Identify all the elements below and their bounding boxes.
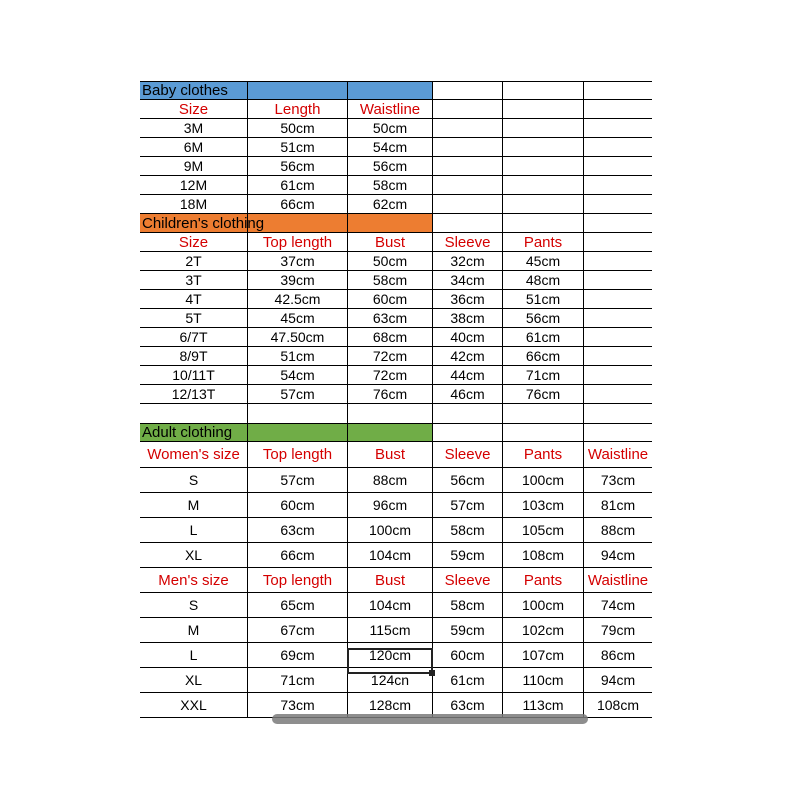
women-header-c6[interactable]: Waistline: [583, 442, 652, 467]
women-header-c1[interactable]: Women's size: [147, 446, 240, 463]
children-row-1-c3[interactable]: 50cm: [347, 252, 432, 270]
children-row-1-c5[interactable]: 45cm: [502, 252, 583, 270]
children-row-3-c3[interactable]: 60cm: [347, 290, 432, 308]
children-row-8-c4[interactable]: 46cm: [432, 385, 502, 403]
children-row-2-c5[interactable]: 48cm: [502, 271, 583, 289]
men-row-3-c3[interactable]: 120cm: [347, 643, 432, 667]
children-row: [140, 328, 652, 347]
baby-header-c6[interactable]: [583, 100, 652, 118]
baby-row-2-c6[interactable]: [583, 138, 652, 156]
men-row-4-c3[interactable]: 124cn: [347, 668, 432, 692]
empty-cell-c2[interactable]: [247, 404, 347, 423]
children-row-8-c1[interactable]: 12/13T: [171, 386, 216, 402]
men-row-4-c5[interactable]: 110cm: [502, 668, 583, 692]
men-header-row: [140, 568, 652, 593]
children-row: [140, 385, 652, 404]
baby-header-c2[interactable]: Length: [247, 100, 347, 118]
men-header-c1[interactable]: Men's size: [158, 571, 229, 589]
women-row-1-c3[interactable]: 88cm: [347, 468, 432, 492]
men-row-3-c1[interactable]: L: [189, 647, 198, 663]
men-header-c4[interactable]: Sleeve: [432, 568, 502, 592]
children-row-6-c1[interactable]: 8/9T: [179, 348, 208, 364]
baby-row: [140, 157, 652, 176]
baby-title-cell-c5[interactable]: [502, 82, 583, 99]
men-row-5-c6[interactable]: 108cm: [583, 693, 652, 717]
children-row-3-c4[interactable]: 36cm: [432, 290, 502, 308]
children-header-c5[interactable]: Pants: [502, 233, 583, 251]
adult-title-cell-c4[interactable]: [432, 424, 502, 441]
men-row-3-c2[interactable]: 69cm: [247, 643, 347, 667]
baby-row-1-c4[interactable]: [432, 119, 502, 137]
children-row: [140, 290, 652, 309]
section-title-adult: [140, 424, 652, 442]
children-row-1-c2[interactable]: 37cm: [247, 252, 347, 270]
baby-row-3-c3[interactable]: 56cm: [347, 157, 432, 175]
children-header-row: [140, 233, 652, 252]
children-title-cell-c4[interactable]: [432, 214, 502, 232]
baby-header-c4[interactable]: [432, 100, 502, 118]
baby-row-2-c3[interactable]: 54cm: [347, 138, 432, 156]
men-row-2-c1[interactable]: M: [187, 622, 200, 638]
children-row-3-c6[interactable]: [583, 290, 652, 308]
men-header-c5[interactable]: Pants: [502, 568, 583, 592]
women-row: [140, 493, 652, 518]
adult-title-cell-c3[interactable]: [347, 424, 432, 441]
children-row-6-c3[interactable]: 72cm: [347, 347, 432, 365]
men-row-4-c2[interactable]: 71cm: [247, 668, 347, 692]
women-row-3-c5[interactable]: 105cm: [502, 518, 583, 542]
baby-row-3-c1[interactable]: 9M: [183, 158, 204, 174]
children-row-6-c6[interactable]: [583, 347, 652, 365]
baby-row-5-c5[interactable]: [502, 195, 583, 213]
size-chart-sheet: [140, 81, 652, 718]
baby-row-2-c1[interactable]: 6M: [183, 139, 204, 155]
children-row-8-c5[interactable]: 76cm: [502, 385, 583, 403]
section-title-baby: [140, 81, 652, 100]
men-row-1-c5[interactable]: 100cm: [502, 593, 583, 617]
women-row-2-c4[interactable]: 57cm: [432, 493, 502, 517]
men-header-c6[interactable]: Waistline: [583, 568, 652, 592]
men-row: [140, 593, 652, 618]
children-title-cell-c6[interactable]: [583, 214, 652, 232]
baby-row-3-c5[interactable]: [502, 157, 583, 175]
baby-row-1-c5[interactable]: [502, 119, 583, 137]
men-row-2-c3[interactable]: 115cm: [347, 618, 432, 642]
baby-row: [140, 195, 652, 214]
women-header-c5[interactable]: Pants: [502, 442, 583, 467]
men-row-4-c4[interactable]: 61cm: [432, 668, 502, 692]
children-header-c4[interactable]: Sleeve: [432, 233, 502, 251]
children-row-8-c6[interactable]: [583, 385, 652, 403]
children-row-4-c6[interactable]: [583, 309, 652, 327]
children-title-cell-c1[interactable]: Children's clothing: [142, 214, 265, 232]
women-header-c4[interactable]: Sleeve: [432, 442, 502, 467]
baby-row-4-c6[interactable]: [583, 176, 652, 194]
baby-row-3-c2[interactable]: 56cm: [247, 157, 347, 175]
baby-title-cell-c1[interactable]: Baby clothes: [142, 82, 228, 99]
children-row-4-c3[interactable]: 63cm: [347, 309, 432, 327]
baby-row-1-c6[interactable]: [583, 119, 652, 137]
children-row-3-c5[interactable]: 51cm: [502, 290, 583, 308]
women-row-2-c1[interactable]: M: [187, 497, 200, 513]
children-row-7-c1[interactable]: 10/11T: [172, 367, 215, 383]
women-row-2-c3[interactable]: 96cm: [347, 493, 432, 517]
baby-header-c3[interactable]: Waistline: [347, 100, 432, 118]
bottom-scroll-bar[interactable]: [272, 714, 588, 724]
baby-row-3-c6[interactable]: [583, 157, 652, 175]
children-row-2-c4[interactable]: 34cm: [432, 271, 502, 289]
children-header-c3[interactable]: Bust: [347, 233, 432, 251]
baby-row-3-c4[interactable]: [432, 157, 502, 175]
women-row-1-c5[interactable]: 100cm: [502, 468, 583, 492]
children-row-2-c2[interactable]: 39cm: [247, 271, 347, 289]
men-row-1-c1[interactable]: S: [188, 597, 199, 613]
women-row-4-c1[interactable]: XL: [184, 547, 203, 563]
children-row-6-c4[interactable]: 42cm: [432, 347, 502, 365]
baby-title-cell-c2[interactable]: [247, 82, 347, 99]
women-row-3-c4[interactable]: 58cm: [432, 518, 502, 542]
children-header-c2[interactable]: Top length: [247, 233, 347, 251]
women-header-c2[interactable]: Top length: [247, 442, 347, 467]
women-row-4-c5[interactable]: 108cm: [502, 543, 583, 567]
men-row-3-c5[interactable]: 107cm: [502, 643, 583, 667]
children-row-7-c6[interactable]: [583, 366, 652, 384]
children-row-8-c3[interactable]: 76cm: [347, 385, 432, 403]
empty-cell-c5[interactable]: [502, 404, 583, 423]
children-row-2-c3[interactable]: 58cm: [347, 271, 432, 289]
baby-row-5-c3[interactable]: 62cm: [347, 195, 432, 213]
men-header-c3[interactable]: Bust: [347, 568, 432, 592]
baby-row-5-c1[interactable]: 18M: [179, 196, 208, 212]
baby-row-1-c1[interactable]: 3M: [183, 120, 204, 136]
empty-cell-c6[interactable]: [583, 404, 652, 423]
baby-row-4-c2[interactable]: 61cm: [247, 176, 347, 194]
children-row-7-c5[interactable]: 71cm: [502, 366, 583, 384]
men-row-5-c1[interactable]: XXL: [180, 697, 207, 713]
women-row-1-c2[interactable]: 57cm: [247, 468, 347, 492]
children-header-c6[interactable]: [583, 233, 652, 251]
baby-row: [140, 138, 652, 157]
children-row-6-c2[interactable]: 51cm: [247, 347, 347, 365]
men-row-2-c4[interactable]: 59cm: [432, 618, 502, 642]
children-row-4-c2[interactable]: 45cm: [247, 309, 347, 327]
women-row: [140, 468, 652, 493]
women-row-3-c1[interactable]: L: [189, 522, 198, 538]
children-row-7-c2[interactable]: 54cm: [247, 366, 347, 384]
empty-cell-c1[interactable]: [140, 404, 247, 423]
children-row-4-c1[interactable]: 5T: [185, 310, 202, 326]
women-row-4-c6[interactable]: 94cm: [583, 543, 652, 567]
children-row-7-c4[interactable]: 44cm: [432, 366, 502, 384]
children-row-3-c1[interactable]: 4T: [185, 291, 202, 307]
children-row-5-c1[interactable]: 6/7T: [179, 329, 208, 345]
section-title-children: [140, 214, 652, 233]
women-row-2-c5[interactable]: 103cm: [502, 493, 583, 517]
empty-row: [140, 404, 652, 424]
men-row-5-c3[interactable]: 128cm: [347, 693, 432, 717]
children-row-5-c6[interactable]: [583, 328, 652, 346]
children-title-cell-c2[interactable]: [247, 214, 347, 232]
baby-row-4-c3[interactable]: 58cm: [347, 176, 432, 194]
men-row-4-c1[interactable]: XL: [184, 672, 203, 688]
men-row-3-c6[interactable]: 86cm: [583, 643, 652, 667]
baby-title-cell-c3[interactable]: [347, 82, 432, 99]
baby-title-cell-c6[interactable]: [583, 82, 652, 99]
children-row-2-c1[interactable]: 3T: [185, 272, 202, 288]
children-row-2-c6[interactable]: [583, 271, 652, 289]
children-row-1-c4[interactable]: 32cm: [432, 252, 502, 270]
baby-title-cell-c4[interactable]: [432, 82, 502, 99]
children-row-1-c6[interactable]: [583, 252, 652, 270]
women-row: [140, 543, 652, 568]
men-row-1-c6[interactable]: 74cm: [583, 593, 652, 617]
women-row-4-c3[interactable]: 104cm: [347, 543, 432, 567]
baby-row-4-c4[interactable]: [432, 176, 502, 194]
adult-title-cell-c6[interactable]: [583, 424, 652, 441]
adult-title-cell-c2[interactable]: [247, 424, 347, 441]
children-row: [140, 271, 652, 290]
men-row: [140, 618, 652, 643]
women-row-4-c4[interactable]: 59cm: [432, 543, 502, 567]
women-row-3-c6[interactable]: 88cm: [583, 518, 652, 542]
children-row-8-c2[interactable]: 57cm: [247, 385, 347, 403]
fill-handle[interactable]: [429, 670, 435, 676]
men-row-2-c5[interactable]: 102cm: [502, 618, 583, 642]
adult-title-cell-c5[interactable]: [502, 424, 583, 441]
baby-header-row: [140, 100, 652, 119]
baby-row-2-c4[interactable]: [432, 138, 502, 156]
men-row-1-c3[interactable]: 104cm: [347, 593, 432, 617]
men-header-c2[interactable]: Top length: [247, 568, 347, 592]
empty-cell-c3[interactable]: [347, 404, 432, 423]
children-row: [140, 366, 652, 385]
women-row: [140, 518, 652, 543]
children-row: [140, 347, 652, 366]
children-row-1-c1[interactable]: 2T: [185, 253, 202, 269]
children-title-cell-c5[interactable]: [502, 214, 583, 232]
baby-row-1-c3[interactable]: 50cm: [347, 119, 432, 137]
baby-row-5-c6[interactable]: [583, 195, 652, 213]
women-row-2-c2[interactable]: 60cm: [247, 493, 347, 517]
children-row-5-c5[interactable]: 61cm: [502, 328, 583, 346]
children-row-3-c2[interactable]: 42.5cm: [247, 290, 347, 308]
women-row-1-c4[interactable]: 56cm: [432, 468, 502, 492]
women-row-3-c2[interactable]: 63cm: [247, 518, 347, 542]
children-row-5-c4[interactable]: 40cm: [432, 328, 502, 346]
women-row-3-c3[interactable]: 100cm: [347, 518, 432, 542]
baby-row-5-c4[interactable]: [432, 195, 502, 213]
children-title-cell-c3[interactable]: [347, 214, 432, 232]
adult-title-cell-c1[interactable]: Adult clothing: [142, 424, 233, 441]
women-row-4-c2[interactable]: 66cm: [247, 543, 347, 567]
children-row-7-c3[interactable]: 72cm: [347, 366, 432, 384]
baby-row: [140, 119, 652, 138]
children-row-5-c2[interactable]: 47.50cm: [247, 328, 347, 346]
men-row-1-c2[interactable]: 65cm: [247, 593, 347, 617]
men-row-5-c5[interactable]: 113cm: [502, 693, 583, 717]
men-row-2-c6[interactable]: 79cm: [583, 618, 652, 642]
children-row: [140, 309, 652, 328]
children-row-4-c5[interactable]: 56cm: [502, 309, 583, 327]
children-row: [140, 252, 652, 271]
men-row-3-c4[interactable]: 60cm: [432, 643, 502, 667]
baby-row-2-c2[interactable]: 51cm: [247, 138, 347, 156]
baby-header-c5[interactable]: [502, 100, 583, 118]
children-row-4-c4[interactable]: 38cm: [432, 309, 502, 327]
women-header-c3[interactable]: Bust: [347, 442, 432, 467]
children-row-5-c3[interactable]: 68cm: [347, 328, 432, 346]
baby-row: [140, 176, 652, 195]
empty-cell-c4[interactable]: [432, 404, 502, 423]
baby-row-2-c5[interactable]: [502, 138, 583, 156]
women-header-row: [140, 442, 652, 468]
baby-row-1-c2[interactable]: 50cm: [247, 119, 347, 137]
men-row-5-c2[interactable]: 73cm: [247, 693, 347, 717]
children-header-c1[interactable]: Size: [178, 233, 209, 251]
children-row-6-c5[interactable]: 66cm: [502, 347, 583, 365]
baby-header-c1[interactable]: Size: [178, 100, 209, 118]
baby-row-4-c1[interactable]: 12M: [179, 177, 208, 193]
men-row-2-c2[interactable]: 67cm: [247, 618, 347, 642]
women-row-2-c6[interactable]: 81cm: [583, 493, 652, 517]
women-row-1-c6[interactable]: 73cm: [583, 468, 652, 492]
men-row-4-c6[interactable]: 94cm: [583, 668, 652, 692]
selected-cell-outline: [347, 648, 433, 674]
men-row-5-c4[interactable]: 63cm: [432, 693, 502, 717]
men-row-1-c4[interactable]: 58cm: [432, 593, 502, 617]
baby-row-5-c2[interactable]: 66cm: [247, 195, 347, 213]
baby-row-4-c5[interactable]: [502, 176, 583, 194]
women-row-1-c1[interactable]: S: [188, 472, 199, 488]
